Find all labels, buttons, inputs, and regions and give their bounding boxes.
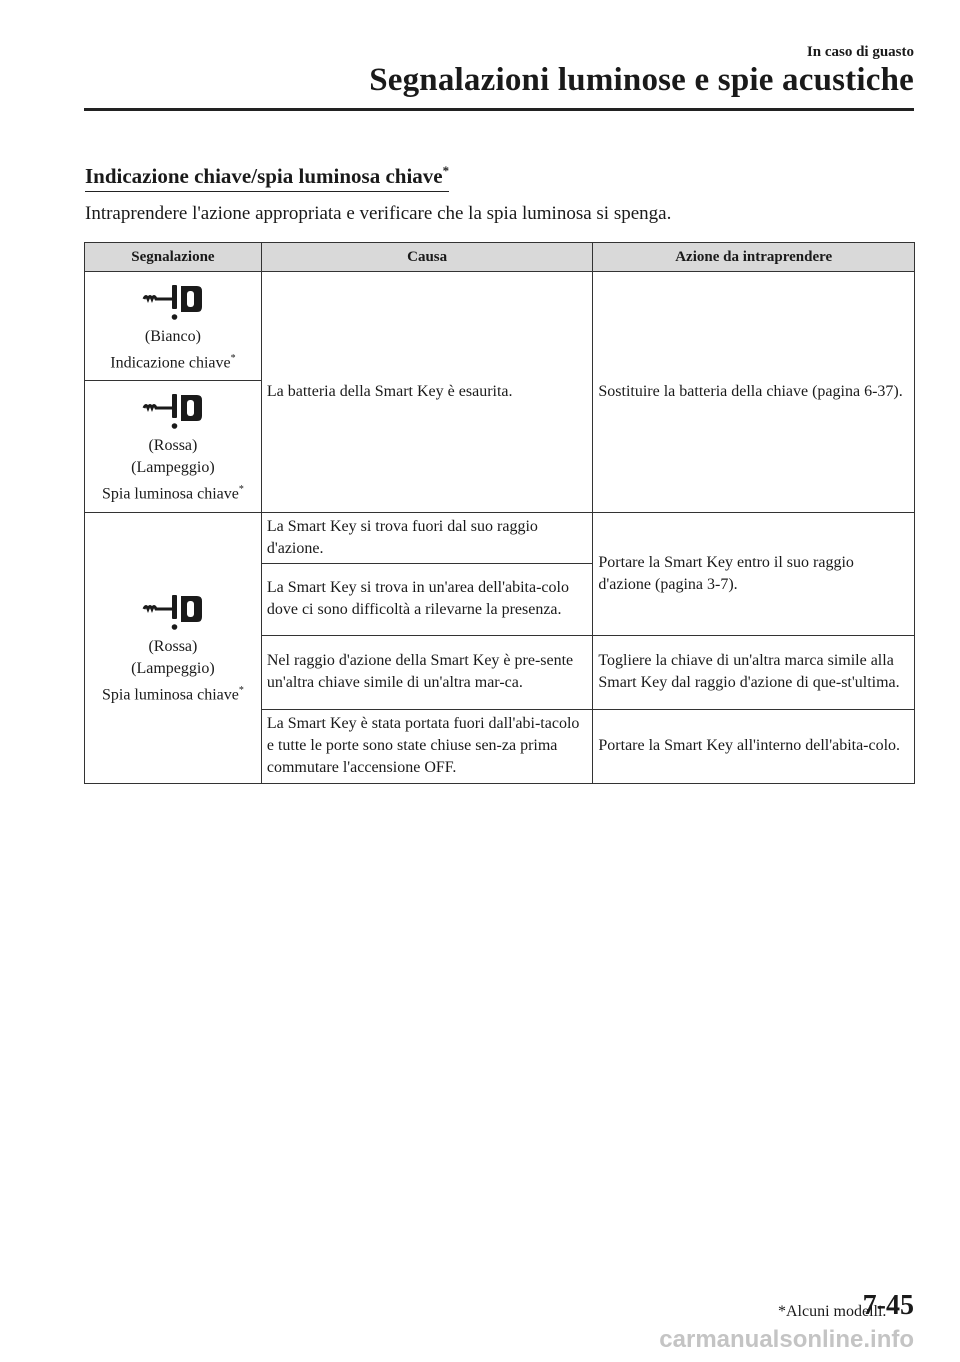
signal-mode: (Lampeggio) <box>131 459 215 477</box>
action-cell: Portare la Smart Key entro il suo raggio d'azione (pagina 3-7). <box>593 512 915 635</box>
chapter-label: In caso di guasto <box>806 44 914 60</box>
cause-cell: La Smart Key si trova in un'area dell'abita-colo dove ci sono difficoltà a rilevarne la presenza. <box>261 563 593 635</box>
cause-cell: La Smart Key è stata portata fuori dall'abi-tacolo e tutte le porte sono state chiuse sen-za prima commutare l'accensione OFF. <box>261 709 593 783</box>
section-title-text: Indicazione chiave/spia luminosa chiave <box>85 164 443 188</box>
signal-label <box>89 348 257 374</box>
cause-cell: Nel raggio d'azione della Smart Key è pre-sente un'altra chiave simile di un'altra mar-ca. <box>261 635 593 709</box>
signal-label-mark: * <box>238 685 244 697</box>
action-cell: Togliere la chiave di un'altra marca simile alla Smart Key dal raggio d'azione di que-st'ultima. <box>593 635 915 709</box>
signal-label <box>89 479 257 505</box>
signal-mode: (Lampeggio) <box>131 660 215 678</box>
signal-cell-red-flashing <box>85 512 262 783</box>
signal-label <box>89 680 257 706</box>
header-action: Azione da intraprendere <box>593 243 915 272</box>
signal-label-mark: * <box>238 484 244 496</box>
section-title <box>85 163 449 192</box>
signal-color: (Bianco) <box>144 328 201 345</box>
table-header-row <box>85 243 915 272</box>
warning-table <box>84 242 915 784</box>
cause-cell: La batteria della Smart Key è esaurita. <box>261 272 593 513</box>
section-intro: Intraprendere l'azione appropriata e verificare che la spia luminosa si spenga. <box>85 203 672 224</box>
smart-key-icon <box>142 280 204 320</box>
signal-cell-red <box>85 381 262 512</box>
signal-label-text: Spia luminosa chiave <box>101 686 239 704</box>
signal-label-text: Indicazione chiave <box>110 354 231 372</box>
page-title: Segnalazioni luminose e spie acustiche <box>369 62 914 98</box>
page-number: 7-45 <box>862 1290 914 1321</box>
smart-key-icon <box>142 590 204 630</box>
signal-label-text: Spia luminosa chiave <box>101 485 239 503</box>
section-title-mark: * <box>442 163 450 178</box>
header-divider <box>84 108 914 111</box>
action-cell: Portare la Smart Key all'interno dell'abita-colo. <box>593 709 915 783</box>
footnote: *Alcuni modelli. <box>778 1303 887 1320</box>
table-row <box>85 272 915 381</box>
signal-label-mark: * <box>230 353 236 364</box>
signal-color: (Rossa) <box>148 638 198 656</box>
header-cause: Causa <box>261 243 593 272</box>
signal-color: (Rossa) <box>148 437 198 455</box>
cause-cell: La Smart Key si trova fuori dal suo raggio d'azione. <box>261 512 593 563</box>
signal-cell-white <box>85 272 262 381</box>
action-cell: Sostituire la batteria della chiave (pagina 6-37). <box>593 272 915 513</box>
table-row <box>85 512 915 563</box>
watermark: carmanualsonline.info <box>659 1326 914 1353</box>
smart-key-icon <box>142 389 204 429</box>
header-signal: Segnalazione <box>85 243 262 272</box>
